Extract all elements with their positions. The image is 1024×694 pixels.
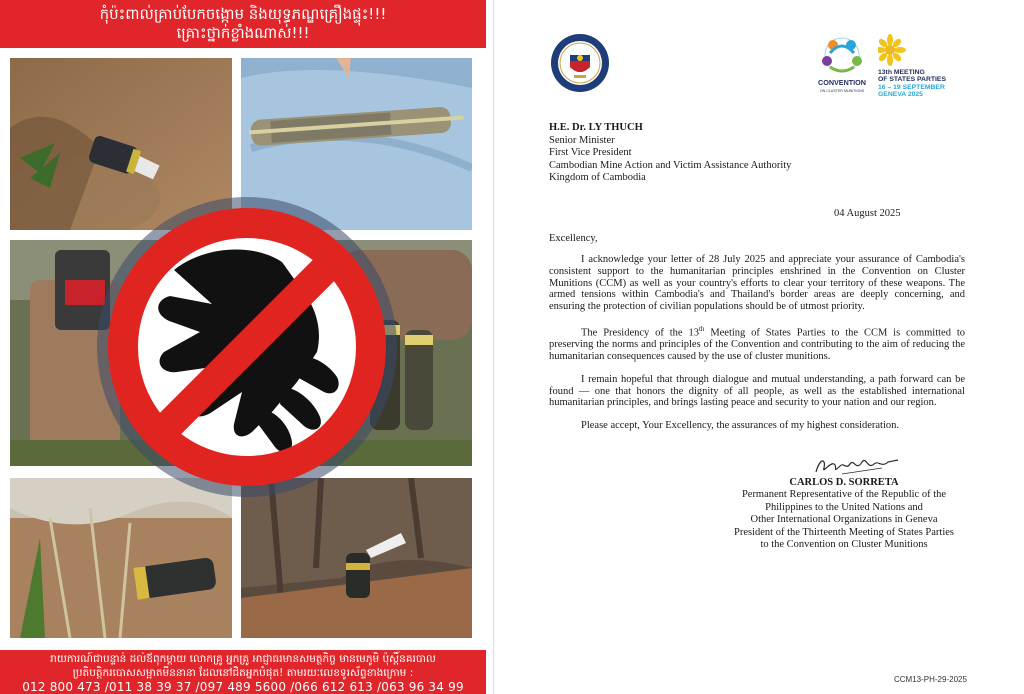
recipient-line: Cambodian Mine Action and Victim Assistance Authority xyxy=(549,159,792,171)
letter-document xyxy=(494,0,1024,694)
salutation: Excellency, xyxy=(549,233,598,244)
paragraph: I acknowledge your letter of 28 July 2025 and appreciate your assurance of Cambodia's consistent support to the humanitarian principles enshrined in the Convention on Cluster Munitions (CCM) as well as your country's efforts to clear your territory of these weapons. The armed tensions within Cambodia's and Thailand's border areas are deeply concerning, and ensuring the protection of civilian populations should be of utmost priority. xyxy=(549,254,965,313)
poster-header xyxy=(0,0,486,48)
letter-body xyxy=(549,254,965,443)
ccm-logo-title: CONVENTION xyxy=(818,78,866,87)
philippines-seal-icon xyxy=(550,33,610,93)
signatory-line: Other International Organizations in Geneva xyxy=(750,514,938,526)
ccm-logo-subtitle: ON CLUSTER MUNITIONS xyxy=(819,89,865,93)
recipient-line: First Vice President xyxy=(549,147,632,159)
paragraph xyxy=(549,324,965,363)
poster-footer xyxy=(0,650,486,694)
recipient-line: Senior Minister xyxy=(549,134,615,146)
signatory-line: Philippines to the United Nations and xyxy=(765,501,923,513)
poster-footer-line2: ប្រតិបត្តិករបោសសម្អាតមីននានា ដែលនៅជិតអ្នកបំផុត! តាមរយៈលេខទូរស័ព្ទខាងក្រោម : xyxy=(72,667,414,679)
poster-header-line2: គ្រោះថ្នាក់ខ្លាំងណាស់!!! xyxy=(176,24,310,42)
handwritten-signature xyxy=(812,454,902,478)
meeting-line4: GENEVA 2025 xyxy=(878,91,923,99)
ordinal-suffix: th xyxy=(698,324,705,333)
poster-header-line1: កុំប៉ះពាល់គ្រាប់បែកចង្កោម និងយុទ្ធភណ្ឌគ្រឿងផ្ទុះ!!! xyxy=(99,5,387,23)
paragraph-text: The Presidency of the 13 xyxy=(581,327,699,339)
reference-number: CCM13-PH-29-2025 xyxy=(894,675,967,684)
meeting-line2: OF STATES PARTIES xyxy=(878,76,946,84)
signatory-line: Permanent Representative of the Republic of the xyxy=(741,489,947,501)
no-touch-hand-icon xyxy=(92,192,402,502)
signatory-name: CARLOS D. SORRETA xyxy=(789,477,899,488)
safety-poster xyxy=(0,0,486,694)
poster-footer-line1: រាយការណ៍ជាបន្ទាន់ ដល់ឪពុកម្តាយ លោកគ្រូ អ្នកគ្រូ អាជ្ញាធរមានសមត្ថកិច្ច មានមេភូមិ ប៉ុស្តិ៍នគរបាល xyxy=(50,653,436,665)
meeting-line3: 16 – 19 SEPTEMBER xyxy=(878,83,945,91)
meeting-logo-text xyxy=(878,69,950,99)
paragraph: I remain hopeful that through dialogue and mutual understanding, a path forward can be found — one that honors the dignity of all people, as well as the established international humanitarian principles, and brings lasting peace and security to your nation and our region. xyxy=(549,373,965,409)
signatory-block xyxy=(724,477,964,551)
meeting-line1: 13th MEETING xyxy=(878,69,925,76)
recipient-line: Kingdom of Cambodia xyxy=(549,172,646,184)
ccm-logo xyxy=(810,33,874,95)
recipient-name: H.E. Dr. LY THUCH xyxy=(549,122,643,133)
paragraph-text: Meeting of States Parties to the CCM is committed to preserving the norms and principles of the Convention and contributing to the aim of reducing the humanitarian consequences caused by the use of cluster munitions. xyxy=(549,327,965,363)
paragraph: Please accept, Your Excellency, the assurances of my highest consideration. xyxy=(581,420,900,432)
signatory-line: President of the Thirteenth Meeting of States Parties xyxy=(734,526,954,538)
hotline-numbers: 012 800 473 /011 38 39 37 /097 489 5600 /066 612 613 /063 96 34 99 xyxy=(22,680,464,694)
recipient-block xyxy=(549,122,791,185)
letter-date: 04 August 2025 xyxy=(834,208,901,219)
signatory-line: to the Convention on Cluster Munitions xyxy=(760,539,928,551)
